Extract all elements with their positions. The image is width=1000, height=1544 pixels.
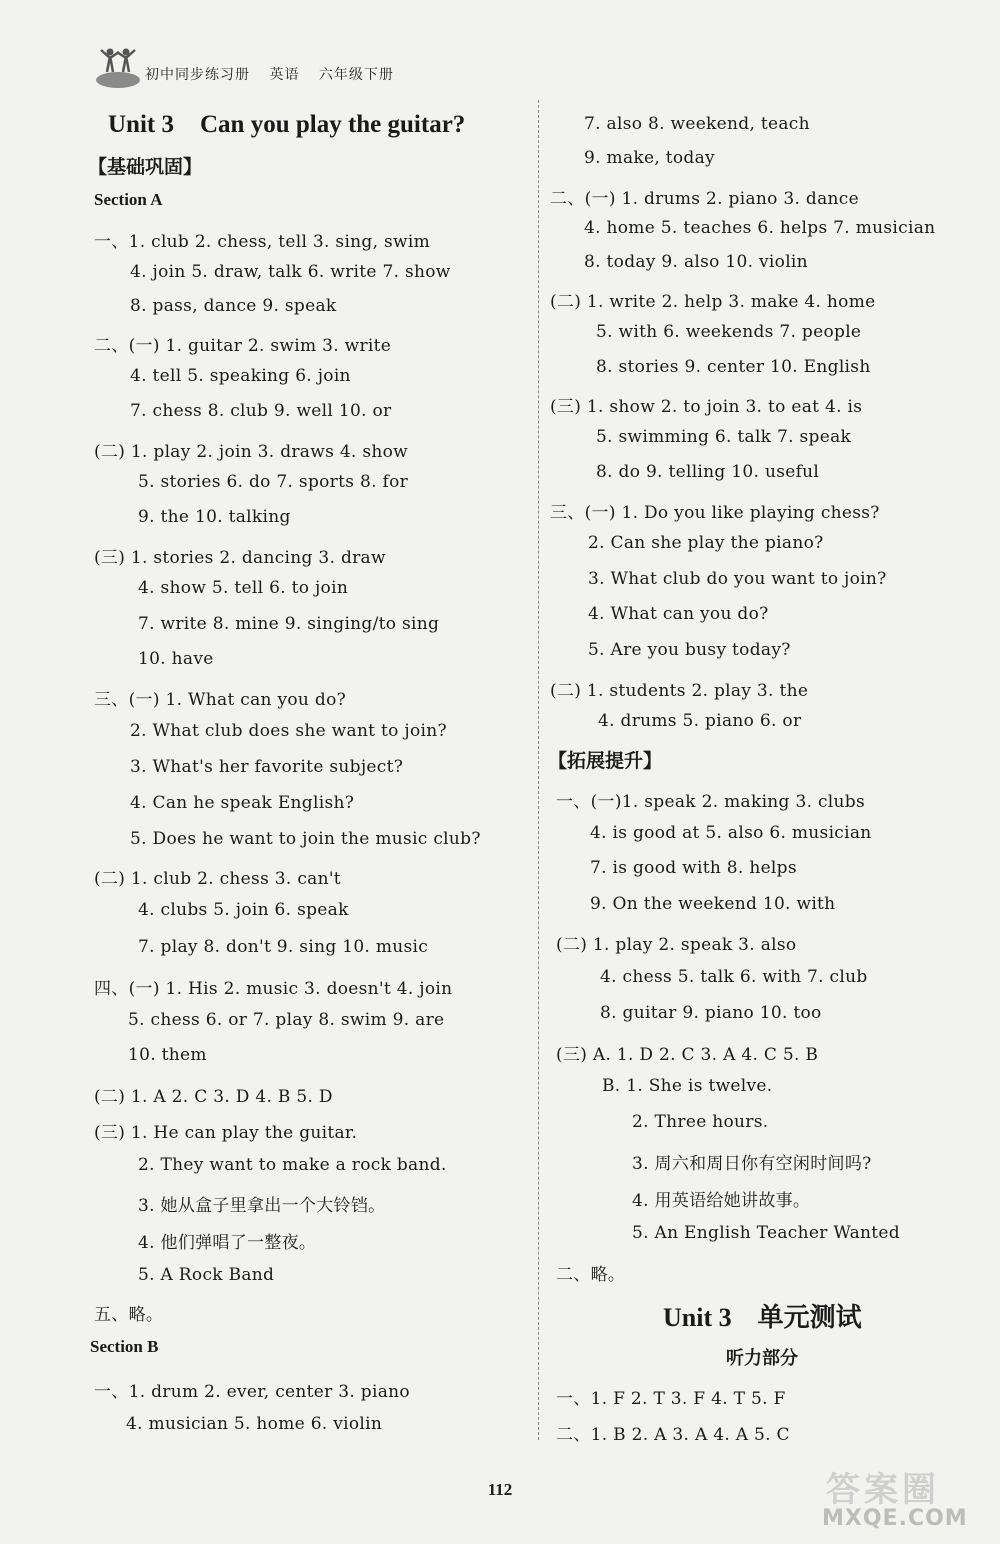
answer-line: 3. What club do you want to join? <box>588 569 887 589</box>
answer-line: 3. What's her favorite subject? <box>130 757 404 777</box>
listening-heading: 听力部分 <box>726 1348 798 1369</box>
answer-line: 9. make, today <box>584 148 715 168</box>
answer-line: 4. home 5. teaches 6. helps 7. musician <box>584 218 936 238</box>
answer-line: 8. pass, dance 9. speak <box>130 296 337 316</box>
answer-line: 4. tell 5. speaking 6. join <box>130 366 351 386</box>
answer-line: 四、(一) 1. His 2. music 3. doesn't 4. join <box>94 979 453 999</box>
answer-line: 2. Three hours. <box>632 1112 769 1132</box>
answer-line: (二) 1. A 2. C 3. D 4. B 5. D <box>94 1087 333 1107</box>
answer-line: (三) A. 1. D 2. C 3. A 4. C 5. B <box>556 1045 819 1065</box>
answer-line: (三) 1. stories 2. dancing 3. draw <box>94 548 386 568</box>
answer-line: 9. the 10. talking <box>138 507 291 527</box>
answer-line: 7. play 8. don't 9. sing 10. music <box>138 937 429 957</box>
answer-line: 9. On the weekend 10. with <box>590 894 836 914</box>
answer-line: 2. Can she play the piano? <box>588 533 824 553</box>
answer-line: 二、略。 <box>556 1265 626 1285</box>
answer-line: 5. chess 6. or 7. play 8. swim 9. are <box>128 1010 445 1030</box>
answer-line: 4. Can he speak English? <box>130 793 355 813</box>
answer-line: 5. Are you busy today? <box>588 640 791 660</box>
answer-line: 2. What club does she want to join? <box>130 721 447 741</box>
answer-line: 二、(一) 1. guitar 2. swim 3. write <box>94 336 392 356</box>
answer-line: 2. They want to make a rock band. <box>138 1155 447 1175</box>
header-grade: 六年级下册 <box>318 67 394 83</box>
answer-line: 一、(一)1. speak 2. making 3. clubs <box>556 792 865 812</box>
answer-line: 8. stories 9. center 10. English <box>596 357 871 377</box>
answer-line: B. 1. She is twelve. <box>602 1076 773 1096</box>
answer-line: 三、(一) 1. What can you do? <box>94 690 347 710</box>
answer-line: 8. guitar 9. piano 10. too <box>600 1003 822 1023</box>
answer-line: 4. 他们弹唱了一整夜。 <box>138 1233 317 1253</box>
answer-line: 5. stories 6. do 7. sports 8. for <box>138 472 409 492</box>
answer-line: 7. chess 8. club 9. well 10. or <box>130 401 392 421</box>
section-b-heading: Section B <box>90 1337 159 1356</box>
page-number: 112 <box>487 1480 513 1499</box>
section-a-heading: Section A <box>94 190 163 209</box>
unit-question: Can you play the guitar? <box>199 111 466 138</box>
answer-line: 5. Does he want to join the music club? <box>130 829 481 849</box>
watermark-logo: 答案圈 <box>826 1470 940 1510</box>
header-book: 初中同步练习册 <box>145 67 250 83</box>
answer-line: 5. swimming 6. talk 7. speak <box>596 427 852 447</box>
answer-line: 一、1. drum 2. ever, center 3. piano <box>94 1382 410 1402</box>
unit-label: Unit 3 <box>108 111 174 138</box>
answer-line: (二) 1. write 2. help 3. make 4. home <box>550 292 876 312</box>
answer-line: 5. An English Teacher Wanted <box>632 1223 900 1243</box>
answer-line: 三、(一) 1. Do you like playing chess? <box>550 503 880 523</box>
answer-line: 二、1. B 2. A 3. A 4. A 5. C <box>556 1425 790 1445</box>
answer-line: 4. drums 5. piano 6. or <box>598 711 802 731</box>
book-logo-icon <box>95 44 141 90</box>
basic-section-heading: 【基础巩固】 <box>88 156 203 178</box>
answer-line: 4. chess 5. talk 6. with 7. club <box>600 967 868 987</box>
unit-title <box>108 111 465 139</box>
extension-section-heading: 【拓展提升】 <box>548 750 663 772</box>
answer-line: (二) 1. club 2. chess 3. can't <box>94 869 341 889</box>
answer-line: 二、(一) 1. drums 2. piano 3. dance <box>550 189 859 209</box>
answer-line: 10. them <box>128 1045 207 1065</box>
unit-test-label: Unit 3 <box>663 1303 732 1332</box>
answer-line: 一、1. F 2. T 3. F 4. T 5. F <box>556 1389 786 1409</box>
answer-line: 7. is good with 8. helps <box>590 858 797 878</box>
answer-line: 7. also 8. weekend, teach <box>584 114 810 134</box>
answer-line: 4. is good at 5. also 6. musician <box>590 823 872 843</box>
answer-line: 3. 周六和周日你有空闲时间吗? <box>632 1154 872 1174</box>
unit-test-title <box>663 1297 862 1334</box>
answer-line: 4. 用英语给她讲故事。 <box>632 1191 811 1211</box>
answer-line: 5. A Rock Band <box>138 1265 275 1285</box>
answer-line: 3. 她从盒子里拿出一个大铃铛。 <box>138 1196 386 1216</box>
answer-line: 4. join 5. draw, talk 6. write 7. show <box>130 262 451 282</box>
answer-line: (二) 1. play 2. speak 3. also <box>556 935 797 955</box>
answer-line: 4. clubs 5. join 6. speak <box>138 900 349 920</box>
answer-line: 五、略。 <box>94 1305 164 1325</box>
answer-line: 4. show 5. tell 6. to join <box>138 578 349 598</box>
answer-line: 7. write 8. mine 9. singing/to sing <box>138 614 440 634</box>
answer-line: 5. with 6. weekends 7. people <box>596 322 862 342</box>
column-divider <box>538 100 539 1440</box>
answer-line: 8. do 9. telling 10. useful <box>596 462 820 482</box>
watermark <box>822 1462 992 1540</box>
header-text <box>145 64 408 84</box>
answer-line: 10. have <box>138 649 214 669</box>
answer-line: (二) 1. play 2. join 3. draws 4. show <box>94 442 409 462</box>
watermark-url: MXQE.COM <box>822 1506 968 1531</box>
answer-line: (三) 1. He can play the guitar. <box>94 1123 358 1143</box>
header-subject: 英语 <box>269 67 300 83</box>
answer-line: 4. What can you do? <box>588 604 769 624</box>
page-header <box>95 44 435 90</box>
answer-line: (三) 1. show 2. to join 3. to eat 4. is <box>550 397 863 417</box>
unit-test-name: 单元测试 <box>757 1303 862 1333</box>
answer-line: 一、1. club 2. chess, tell 3. sing, swim <box>94 232 431 252</box>
answer-line: (二) 1. students 2. play 3. the <box>550 681 809 701</box>
answer-line: 4. musician 5. home 6. violin <box>126 1414 383 1434</box>
answer-line: 8. today 9. also 10. violin <box>584 252 808 272</box>
